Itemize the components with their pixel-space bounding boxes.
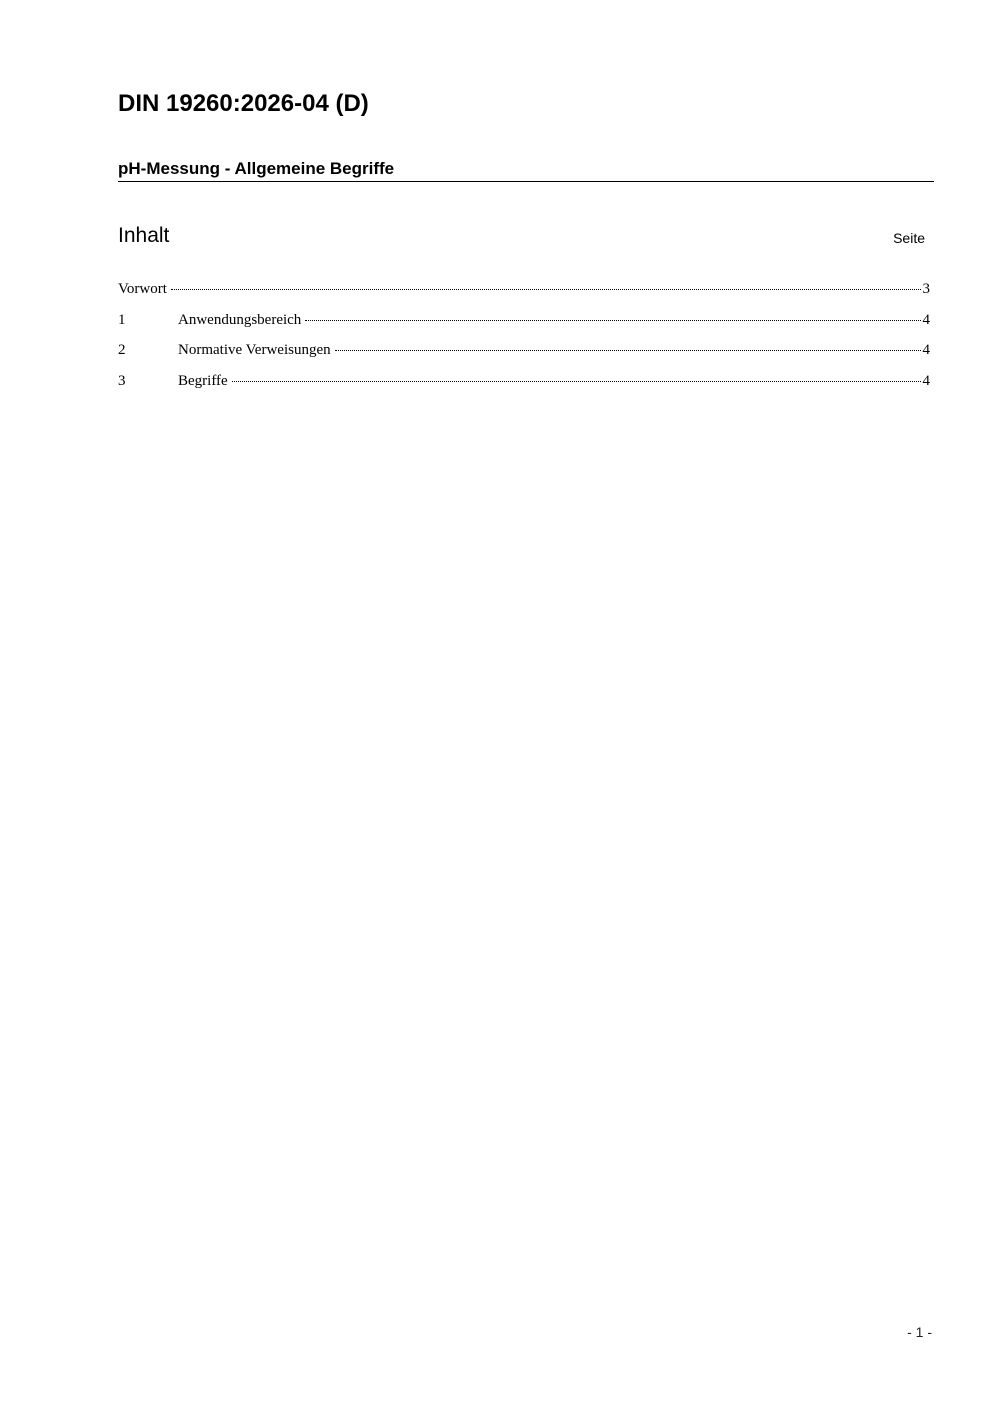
toc-dot-leader (171, 289, 921, 290)
toc-entry-page: 4 (922, 311, 930, 328)
toc-entry-normative-verweisungen[interactable] (118, 338, 930, 369)
toc-entry-vorwort[interactable] (118, 277, 930, 308)
toc-entry-title: Normative Verweisungen (178, 342, 331, 358)
toc-entry-page: 3 (922, 281, 930, 297)
toc-entry-number: 2 (118, 342, 126, 358)
toc-entry-anwendungsbereich[interactable] (118, 308, 930, 339)
toc-entry-begriffe[interactable] (118, 369, 930, 400)
toc-entry-page: 4 (922, 372, 930, 389)
document-subtitle: pH-Messung - Allgemeine Begriffe (118, 158, 934, 182)
table-of-contents (118, 277, 930, 399)
toc-heading: Inhalt (118, 224, 170, 247)
toc-dot-leader (232, 381, 921, 382)
document-title: DIN 19260:2026-04 (D) (118, 90, 369, 117)
toc-page-column-label: Seite (893, 230, 925, 246)
toc-entry-title: Vorwort (118, 281, 167, 297)
toc-dot-leader (335, 350, 921, 351)
toc-entry-number: 3 (118, 372, 126, 389)
toc-dot-leader (305, 320, 920, 321)
toc-entry-number: 1 (118, 311, 126, 328)
footer-page-number: - 1 - (907, 1324, 932, 1340)
toc-entry-title: Anwendungsbereich (178, 311, 302, 328)
toc-entry-title: Begriffe (178, 372, 228, 389)
toc-entry-page: 4 (922, 342, 930, 358)
